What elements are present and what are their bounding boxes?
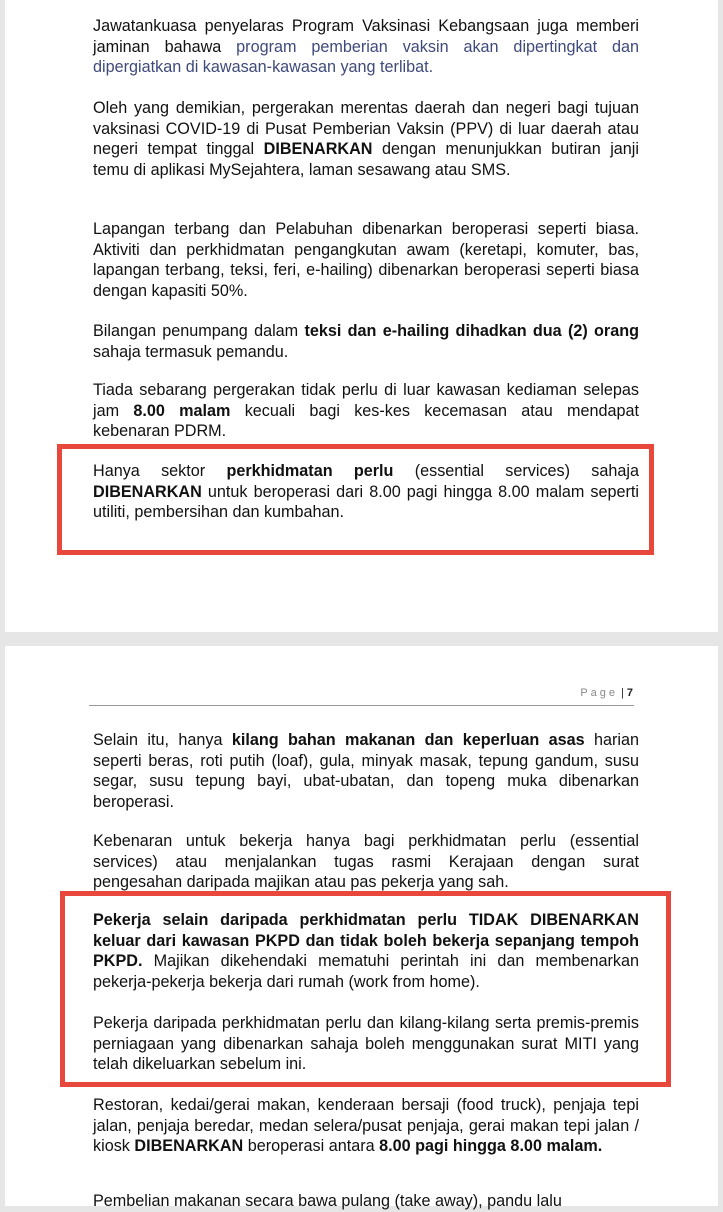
paragraph-takeaway-cutoff: Pembelian makanan secara bawa pulang (take away), pandu lalu [93, 1192, 562, 1210]
paragraph-work-permission: Kebenaran untuk bekerja hanya bagi perkhidmatan perlu (essential services) atau menjalankan tugas rasmi Kerajaan dengan surat pengesahan daripada majikan atau pas pekerja yang sah. [93, 832, 639, 892]
paragraph-airports-transport: Lapangan terbang dan Pelabuhan dibenarkan beroperasi seperti biasa. Aktiviti dan perkhidmatan pengangkutan awam (keretapi, komuter, bas, lapangan terbang, teksi, feri, e-hailing) dibenarkan beroperasi seperti biasa dengan kapasiti 50%. [93, 220, 639, 300]
paragraph-restaurants: Restoran, kedai/gerai makan, kenderaan bersaji (food truck), penjaja tepi jalan, penjaja beredar, medan selera/pusat penjaja, gerai makan tepi jalan / kiosk DIBENARKAN beroperasi antara 8.00 pagi hingga 8.00 malam. [93, 1096, 639, 1156]
paragraph-food-factories: Selain itu, hanya kilang bahan makanan dan keperluan asas harian seperti beras, roti putih (loaf), gula, minyak masak, tepung gandum, susu segar, susu tepung bayi, ubat-ubatan, dan topeng muka dibenarkan beroperasi. [93, 731, 640, 811]
paragraph-miti-letter: Pekerja daripada perkhidmatan perlu dan kilang-kilang serta premis-premis perniagaan yang dibenarkan sahaja boleh menggunakan surat MITI yang telah dikeluarkan sebelum ini. [93, 1014, 639, 1074]
page-number-header: Page | 7 [580, 687, 633, 699]
paragraph-vaccination-committee: Jawatankuasa penyelaras Program Vaksinasi Kebangsaan juga memberi jaminan bahawa program pemberian vaksin akan dipertingkat dan dipergiatkan di kawasan-kawasan yang terlibat. [93, 17, 640, 77]
paragraph-movement-curfew: Tiada sebarang pergerakan tidak perlu di luar kawasan kediaman selepas jam 8.00 malam kecuali bagi kes-kes kecemasan atau mendapat kebenaran PDRM. [93, 381, 640, 441]
paragraph-taxi-passengers: Bilangan penumpang dalam teksi dan e-hailing dihadkan dua (2) orang sahaja termasuk pemandu. [93, 322, 639, 361]
document-page-6 [5, 0, 718, 632]
header-divider [89, 705, 634, 706]
paragraph-cross-district-vaccination: Oleh yang demikian, pergerakan merentas daerah dan negeri bagi tujuan vaksinasi COVID-19 di Pusat Pemberian Vaksin (PPV) di luar daerah atau negeri tempat tinggal DIBENARKAN dengan menunjukkan butiran janji temu di aplikasi MySejahtera, laman sesawang atau SMS. [93, 99, 639, 179]
document-page-7 [5, 646, 718, 1210]
paragraph-pkpd-workers: Pekerja selain daripada perkhidmatan perlu TIDAK DIBENARKAN keluar dari kawasan PKPD dan tidak boleh bekerja sepanjang tempoh PKPD. Majikan dikehendaki mematuhi perintah ini dan membenarkan pekerja-pekerja bekerja dari rumah (work from home). [93, 911, 639, 991]
paragraph-essential-services: Hanya sektor perkhidmatan perlu (essential services) sahaja DIBENARKAN untuk beroperasi dari 8.00 pagi hingga 8.00 malam seperti utiliti, pembersihan dan kumbahan. [93, 462, 640, 522]
